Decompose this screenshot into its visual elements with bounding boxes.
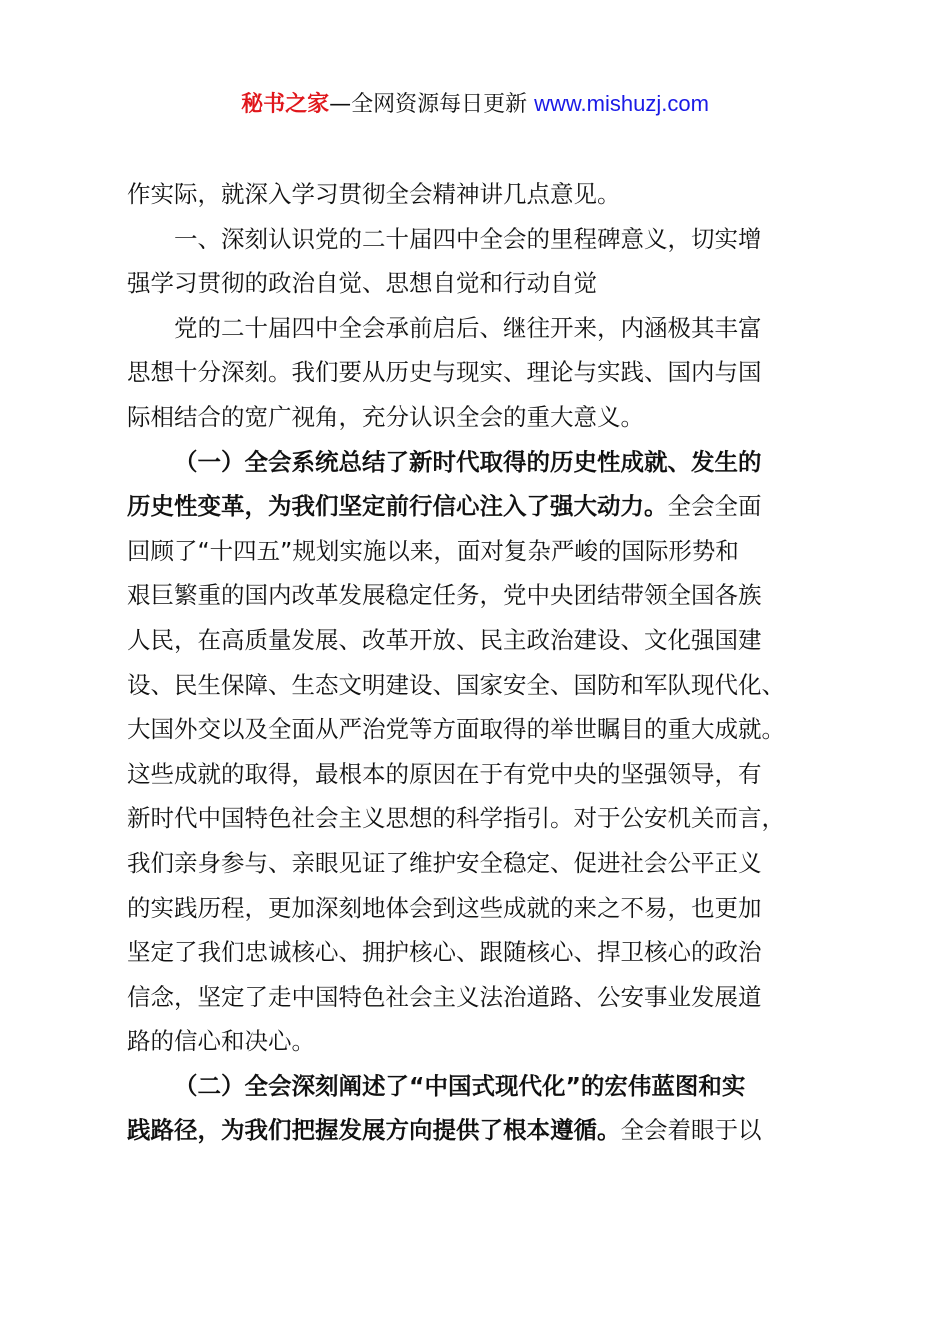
body-text: 全会着眼于以 bbox=[620, 1116, 762, 1145]
page-header bbox=[0, 86, 950, 123]
text-line: 坚定了我们忠诚核心、拥护核心、跟随核心、捍卫核心的政治 bbox=[127, 938, 762, 967]
brand-name: 秘书之家 bbox=[241, 92, 330, 117]
text-line: 路的信心和决心。 bbox=[127, 1027, 315, 1056]
text-line: 艰巨繁重的国内改革发展稳定任务，党中央团结带领全国各族 bbox=[127, 581, 762, 610]
text-line: 的实践历程，更加深刻地体会到这些成就的来之不易，也更加 bbox=[127, 893, 762, 922]
text-line: 我们亲身参与、亲眼见证了维护安全稳定、促进社会公平正义 bbox=[127, 848, 762, 877]
section-heading-line: 一、深刻认识党的二十届四中全会的里程碑意义，切实增 bbox=[174, 224, 762, 253]
text-line: 人民，在高质量发展、改革开放、民主政治建设、文化强国建 bbox=[127, 625, 762, 654]
text-line: 设、民生保障、生态文明建设、国家安全、国防和军队现代化、 bbox=[127, 670, 785, 699]
text-line: 际相结合的宽广视角，充分认识全会的重大意义。 bbox=[127, 402, 644, 431]
text-line: 回顾了“十四五”规划实施以来，面对复杂严峻的国际形势和 bbox=[127, 536, 739, 565]
text-line: 信念，坚定了走中国特色社会主义法治道路、公安事业发展道 bbox=[127, 982, 762, 1011]
text-line: 作实际，就深入学习贯彻全会精神讲几点意见。 bbox=[127, 180, 621, 208]
header-tagline: —全网资源每日更新 bbox=[329, 92, 535, 117]
subheading-line: （二）全会深刻阐述了“中国式现代化”的宏伟蓝图和实 bbox=[174, 1071, 746, 1100]
text-line: 大国外交以及全面从严治党等方面取得的举世瞩目的重大成就。 bbox=[127, 715, 785, 744]
text-line: 新时代中国特色社会主义思想的科学指引。对于公安机关而言， bbox=[127, 804, 785, 833]
text-line bbox=[127, 1108, 835, 1153]
text-line: 思想十分深刻。我们要从历史与现实、理论与实践、国内与国 bbox=[127, 358, 762, 387]
text-line: 党的二十届四中全会承前启后、继往开来，内涵极其丰富 bbox=[174, 313, 762, 342]
body-text: 全会全面 bbox=[667, 492, 762, 521]
subheading-line: （一）全会系统总结了新时代取得的历史性成就、发生的 bbox=[174, 447, 762, 476]
section-heading-line: 强学习贯彻的政治自觉、思想自觉和行动自觉 bbox=[127, 269, 597, 298]
subheading-text: 历史性变革，为我们坚定前行信心注入了强大动力。 bbox=[127, 492, 668, 521]
site-url-link[interactable]: www.mishuzj.com bbox=[534, 91, 709, 116]
document-body bbox=[127, 172, 835, 1153]
text-line: 这些成就的取得，最根本的原因在于有党中央的坚强领导，有 bbox=[127, 759, 762, 788]
text-line bbox=[127, 484, 835, 529]
subheading-text: 践路径，为我们把握发展方向提供了根本遵循。 bbox=[127, 1116, 621, 1145]
